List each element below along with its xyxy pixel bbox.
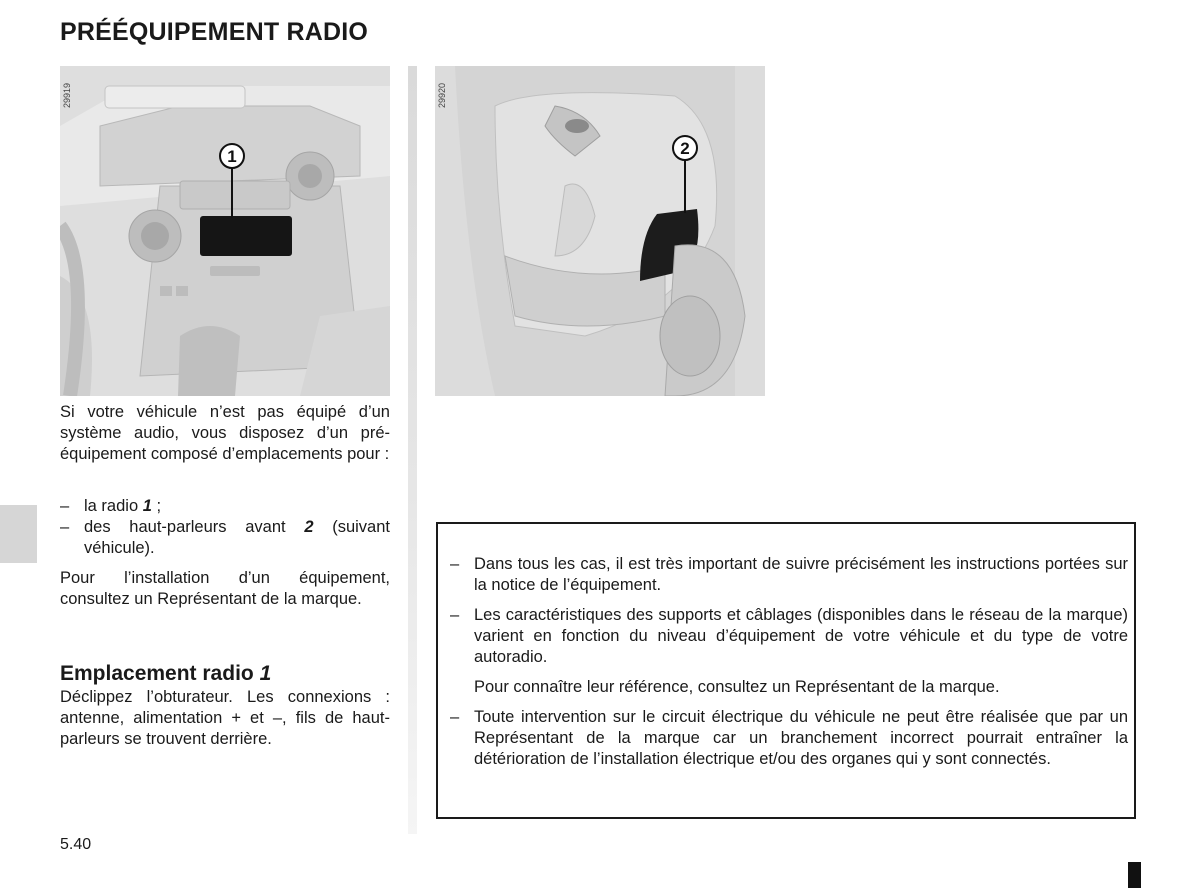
intro-paragraph: Si votre véhicule n’est pas équipé d’un système audio, vous disposez d’un pré-équipement composé d’emplacements pour : (60, 403, 390, 463)
dashboard-illustration (60, 66, 390, 396)
column-divider (408, 66, 417, 834)
page-number: 5.40 (60, 836, 92, 853)
note-box (436, 522, 1136, 819)
callout-1: 1 (227, 147, 237, 166)
list-item: – la radio 1 ; (60, 497, 162, 515)
list-item: – des haut-parleurs avant 2 (suivant véhicule). (60, 518, 390, 557)
figure-code: 29919 (62, 82, 72, 108)
door-illustration (435, 66, 765, 396)
note-item: – Dans tous les cas, il est très important de suivre précisément les instructions portées sur la notice de l’équipement. (450, 555, 1128, 594)
section-body: Déclippez l’obturateur. Les connexions : antenne, alimentation + et –, fils de haut-parleurs se trouvent derrière. (60, 688, 390, 748)
note-list (450, 554, 1128, 779)
corner-mark (1128, 862, 1141, 888)
figure-code: 29920 (437, 82, 447, 108)
note-item: – Toute intervention sur le circuit électrique du véhicule ne peut être réalisée que par un Représentant de la marque car un branchement incorrect pourrait entraîner la détérioration de l’installation électrique et/ou des organes qui y sont connectés. (450, 708, 1128, 768)
figure-dashboard-radio (60, 66, 390, 396)
callout-2: 2 (680, 139, 690, 158)
page-title: PRÉÉQUIPEMENT RADIO (60, 18, 368, 46)
section-heading: Emplacement radio 1 (60, 662, 272, 685)
install-paragraph: Pour l’installation d’un équipement, consultez un Représentant de la marque. (60, 569, 390, 608)
chapter-tab (0, 505, 37, 563)
figure-door-speaker (435, 66, 765, 396)
note-item: – Les caractéristiques des supports et câblages (disponibles dans le réseau de la marque) varient en fonction du niveau d’équipement de votre véhicule et du type de votre autoradio. Pour connaître leur référence, consultez un Représentant de la marque. (450, 606, 1128, 696)
equipment-list (60, 496, 390, 559)
